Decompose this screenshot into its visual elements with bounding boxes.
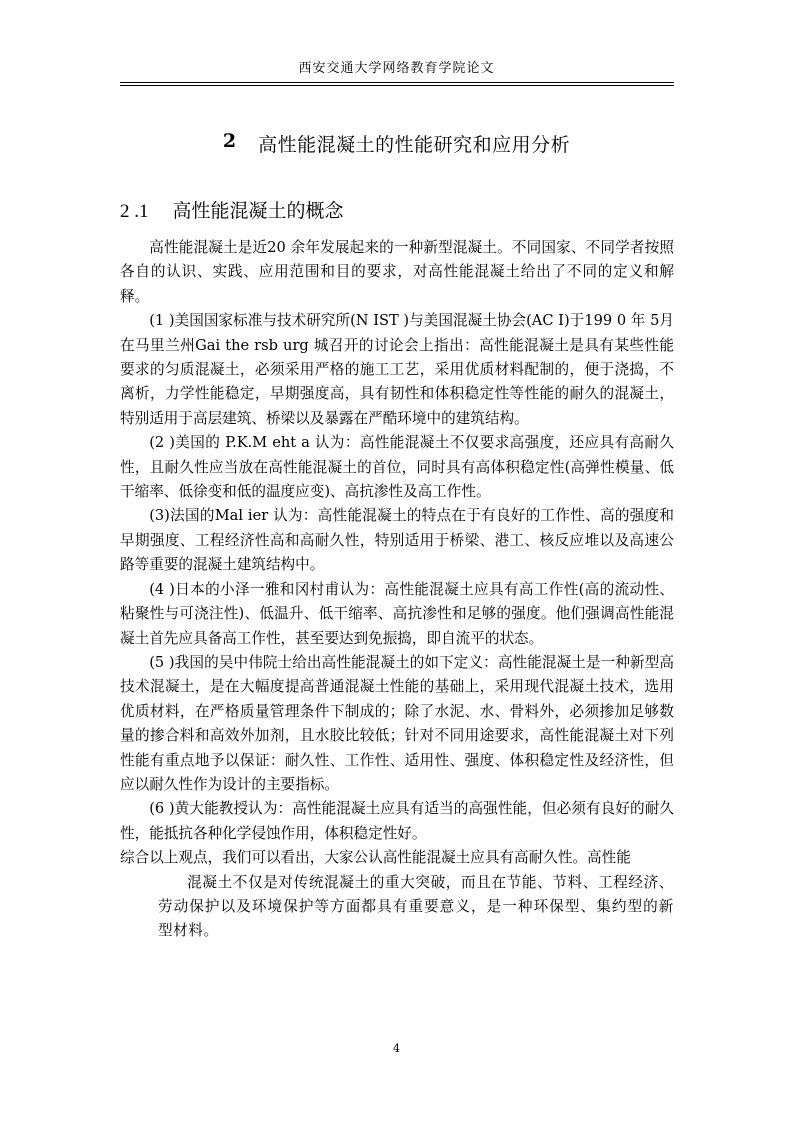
- body-text: [120, 236, 674, 944]
- chapter-number: 2: [222, 130, 237, 152]
- paragraph-intro: 高性能混凝土是近20 余年发展起来的一种新型混凝土。不同国家、不同学者按照各自的认识、实践、应用范围和目的要求，对高性能混凝土给出了不同的定义和解释。: [120, 239, 674, 305]
- page-header: 西安交通大学网络教育学院论文: [298, 61, 495, 76]
- paragraph-definition-5: (5 )我国的吴中伟院士给出高性能混凝土的如下定义：高性能混凝土是一种新型高技术混凝土，是在大幅度提高普通混凝土性能的基础上，采用现代混凝土技术，选用优质材料，在严格质量管理条件下制成的；除了水泥、水、骨料外，必须掺加足够数量的掺合料和高效外加剂，且水胶比较低；针对不同用途要求，高性能混凝土对下列性能有重点地予以保证：耐久性、工作性、适用性、强度、体积稳定性及经济性，但应以耐久性作为设计的主要指标。: [120, 653, 674, 793]
- section-title: [120, 196, 344, 223]
- paragraph-definition-6: (6 )黄大能教授认为：高性能混凝土应具有适当的高强性能，但必须有良好的耐久性，能抵抗各种化学侵蚀作用，体积稳定性好。: [120, 800, 674, 842]
- paragraph-definition-3: (3)法国的Mal ier 认为：高性能混凝土的特点在于有良好的工作性、高的强度和早期强度、工程经济性高和高耐久性，特别适用于桥梁、港工、核反应堆以及高速公路等重要的混凝土建筑结构中。: [120, 507, 674, 574]
- paragraph-definition-1: (1 )美国国家标准与技术研究所(N IST )与美国混凝土协会(AC I)于199 0 年 5月在马里兰州Gai the rsb urg 城召开的讨论会上指出：高性能混凝土是具有某些性能要求的匀质混凝土，必须采用严格的施工工艺，采用优质材料配制的，便于浇捣，不离析，力学性能稳定，早期强度高，具有韧性和体积稳定性等性能的耐久的混凝土，特别适用于高层建筑、桥梁以及暴露在严酷环境中的建筑结构。: [120, 312, 674, 427]
- chapter-title: [0, 130, 793, 157]
- paragraph-definition-2: (2 )美国的 P.K.M eht a 认为：高性能混凝土不仅要求高强度，还应具有高耐久性，且耐久性应当放在高性能混凝土的首位，同时具有高体积稳定性(高弹性模量、低干缩率、低徐变和低的温度应变)、高抗渗性及高工作性。: [120, 434, 674, 501]
- summary-continuation: 混凝土不仅是对传统混凝土的重大突破，而且在节能、节料、工程经济、劳动保护以及环境保护等方面都具有重要意义，是一种环保型、集约型的新型材料。: [157, 873, 674, 940]
- page-number: 4: [393, 1042, 400, 1055]
- paragraph-definition-4: (4 )日本的小泽一雅和冈村甫认为：高性能混凝土应具有高工作性(高的流动性、粘聚性与可浇注性)、低温升、低干缩率、高抗渗性和足够的强度。他们强调高性能混凝土首先应具备高工作性，甚至要达到免振捣，即自流平的状态。: [120, 580, 674, 647]
- chapter-title-text: 高性能混凝土的性能研究和应用分析: [258, 134, 571, 156]
- header-rule-thin: [120, 85, 674, 86]
- section-number: 2 .1: [120, 201, 149, 222]
- header-rule: [120, 82, 674, 83]
- section-title-text: 高性能混凝土的概念: [172, 200, 344, 222]
- summary-lead: 综合以上观点，我们可以看出，大家公认高性能混凝土应具有高耐久性。高性能: [120, 849, 631, 867]
